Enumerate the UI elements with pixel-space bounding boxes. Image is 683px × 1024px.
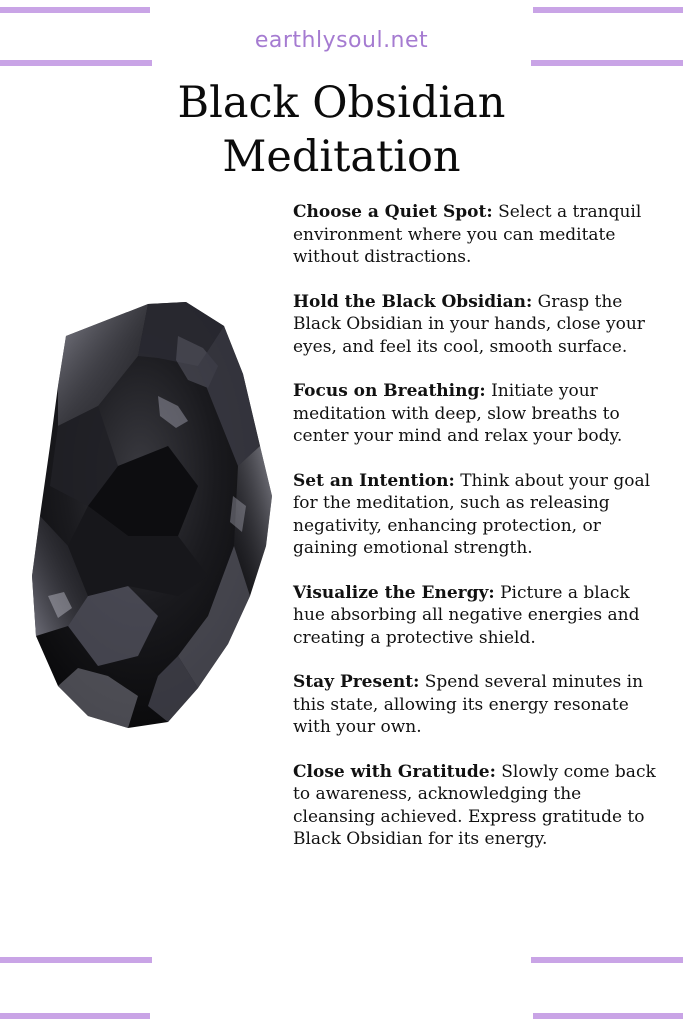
step-text: Select a tranquil environment where you can meditate without distractions.	[293, 202, 642, 267]
step-item	[293, 470, 665, 560]
step-text: Slowly come back to awareness, acknowledging the cleansing achieved. Express gratitude to Black Obsidian for its energy.	[293, 761, 656, 849]
step-title: Stay Present:	[293, 672, 420, 692]
step-text: Spend several minutes in this state, allowing its energy resonate with your own.	[293, 672, 644, 737]
decorative-bar-lower-right	[531, 957, 683, 963]
title-line-2: Meditation	[222, 132, 461, 182]
step-item	[293, 671, 665, 739]
step-title: Close with Gratitude:	[293, 761, 496, 782]
page-title	[60, 76, 623, 184]
step-text: Grasp the Black Obsidian in your hands, close your eyes, and feel its cool, smooth surface.	[293, 291, 645, 357]
step-text: Initiate your meditation with deep, slow breaths to center your mind and relax your body.	[293, 381, 623, 446]
step-title: Set an Intention:	[293, 470, 455, 491]
decorative-bar-bottom-left	[0, 1013, 150, 1019]
meditation-steps	[293, 201, 665, 873]
step-item	[293, 582, 665, 650]
step-item	[293, 201, 665, 269]
step-title: Choose a Quiet Spot:	[293, 202, 493, 222]
decorative-bar-top-left	[0, 7, 150, 13]
step-text: Picture a black hue absorbing all negative energies and creating a protective shield.	[293, 582, 640, 648]
black-obsidian-stone-image	[28, 296, 278, 734]
step-title: Focus on Breathing:	[293, 381, 486, 401]
decorative-bar-bottom-right	[533, 1013, 683, 1019]
decorative-bar-lower-left	[0, 957, 152, 963]
decorative-bar-top-right	[533, 7, 683, 13]
decorative-bar-upper-right	[531, 60, 683, 66]
site-logo[interactable]: earthlysoul.net	[254, 28, 429, 53]
step-item	[293, 761, 665, 851]
step-title: Visualize the Energy:	[293, 582, 495, 603]
step-title: Hold the Black Obsidian:	[293, 291, 533, 312]
decorative-bar-upper-left	[0, 60, 152, 66]
step-item	[293, 380, 665, 448]
title-line-1: Black Obsidian	[177, 78, 506, 128]
step-item	[293, 291, 665, 359]
step-text: Think about your goal for the meditation, such as releasing negativity, enhancing protection, or gaining emotional strength.	[293, 470, 651, 558]
